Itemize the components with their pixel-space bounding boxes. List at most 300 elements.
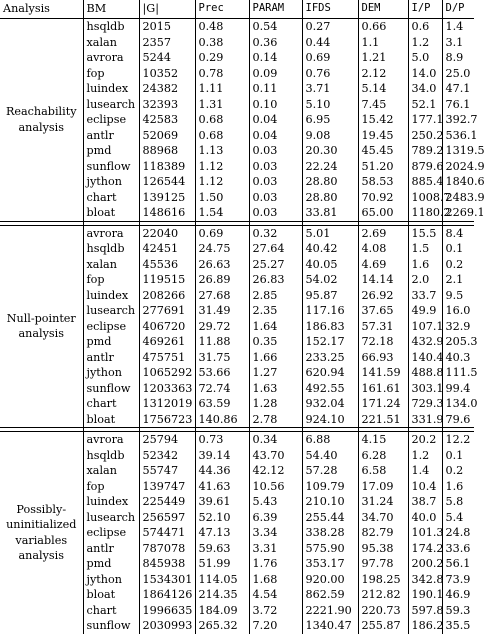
graph-size-cell: 42451 <box>139 241 195 257</box>
param-cell: 1.64 <box>249 319 302 335</box>
dem-cell: 65.00 <box>358 205 408 221</box>
header-ip: I/P <box>408 0 442 19</box>
ip-cell: 432.9 <box>408 334 442 350</box>
bm-cell: luindex <box>83 288 139 304</box>
prec-cell: 0.68 <box>195 112 249 128</box>
dem-cell: 2.69 <box>358 225 408 241</box>
bm-cell: fop <box>83 272 139 288</box>
dem-cell: 6.28 <box>358 448 408 464</box>
bm-cell: hsqldb <box>83 241 139 257</box>
prec-cell: 1.31 <box>195 97 249 113</box>
dem-cell: 0.66 <box>358 19 408 35</box>
param-cell: 0.11 <box>249 81 302 97</box>
graph-size-cell: 787078 <box>139 541 195 557</box>
dem-cell: 34.70 <box>358 510 408 526</box>
prec-cell: 1.11 <box>195 81 249 97</box>
dem-cell: 58.53 <box>358 174 408 190</box>
table-row <box>0 225 474 241</box>
ifds-cell: 28.80 <box>302 190 358 206</box>
header-dem: DEM <box>358 0 408 19</box>
prec-cell: 0.73 <box>195 432 249 448</box>
dp-cell: 5.8 <box>442 494 474 510</box>
prec-cell: 47.13 <box>195 525 249 541</box>
dp-cell: 1.6 <box>442 479 474 495</box>
ifds-cell: 255.44 <box>302 510 358 526</box>
dem-cell: 221.51 <box>358 412 408 428</box>
ip-cell: 250.2 <box>408 128 442 144</box>
bm-cell: eclipse <box>83 525 139 541</box>
dem-cell: 15.42 <box>358 112 408 128</box>
ip-cell: 342.8 <box>408 572 442 588</box>
dp-cell: 0.1 <box>442 448 474 464</box>
graph-size-cell: 1312019 <box>139 396 195 412</box>
graph-size-cell: 2357 <box>139 35 195 51</box>
prec-cell: 31.75 <box>195 350 249 366</box>
graph-size-cell: 22040 <box>139 225 195 241</box>
ip-cell: 789.2 <box>408 143 442 159</box>
ifds-cell: 492.55 <box>302 381 358 397</box>
dem-cell: 72.18 <box>358 334 408 350</box>
bm-cell: xalan <box>83 463 139 479</box>
prec-cell: 1.12 <box>195 174 249 190</box>
param-cell: 0.04 <box>249 128 302 144</box>
bm-cell: luindex <box>83 494 139 510</box>
param-cell: 0.14 <box>249 50 302 66</box>
param-cell: 0.10 <box>249 97 302 113</box>
bm-cell: jython <box>83 365 139 381</box>
ip-cell: 303.1 <box>408 381 442 397</box>
header-graph-size: |G| <box>139 0 195 19</box>
param-cell: 1.63 <box>249 381 302 397</box>
dem-cell: 66.93 <box>358 350 408 366</box>
graph-size-cell: 42583 <box>139 112 195 128</box>
bm-cell: eclipse <box>83 112 139 128</box>
graph-size-cell: 24382 <box>139 81 195 97</box>
param-cell: 1.76 <box>249 556 302 572</box>
dem-cell: 70.92 <box>358 190 408 206</box>
bm-cell: luindex <box>83 81 139 97</box>
header-param: PARAM <box>249 0 302 19</box>
prec-cell: 184.09 <box>195 603 249 619</box>
prec-cell: 63.59 <box>195 396 249 412</box>
bm-cell: avrora <box>83 50 139 66</box>
header-analysis: Analysis <box>0 0 83 19</box>
param-cell: 0.04 <box>249 112 302 128</box>
ifds-cell: 5.01 <box>302 225 358 241</box>
dem-cell: 255.87 <box>358 618 408 634</box>
dem-cell: 1.1 <box>358 35 408 51</box>
dp-cell: 40.3 <box>442 350 474 366</box>
prec-cell: 0.29 <box>195 50 249 66</box>
ip-cell: 20.2 <box>408 432 442 448</box>
prec-cell: 1.13 <box>195 143 249 159</box>
ip-cell: 15.5 <box>408 225 442 241</box>
bm-cell: lusearch <box>83 510 139 526</box>
dem-cell: 2.12 <box>358 66 408 82</box>
ip-cell: 5.0 <box>408 50 442 66</box>
dp-cell: 2024.9 <box>442 159 474 175</box>
ifds-cell: 338.28 <box>302 525 358 541</box>
param-cell: 0.03 <box>249 143 302 159</box>
ifds-cell: 117.16 <box>302 303 358 319</box>
ifds-cell: 109.79 <box>302 479 358 495</box>
ip-cell: 885.4 <box>408 174 442 190</box>
bm-cell: lusearch <box>83 303 139 319</box>
ip-cell: 14.0 <box>408 66 442 82</box>
dp-cell: 111.5 <box>442 365 474 381</box>
prec-cell: 0.38 <box>195 35 249 51</box>
prec-cell: 1.12 <box>195 159 249 175</box>
graph-size-cell: 406720 <box>139 319 195 335</box>
graph-size-cell: 88968 <box>139 143 195 159</box>
dp-cell: 8.9 <box>442 50 474 66</box>
bm-cell: pmd <box>83 143 139 159</box>
dp-cell: 99.4 <box>442 381 474 397</box>
dem-cell: 5.14 <box>358 81 408 97</box>
table-body <box>0 19 485 634</box>
bm-cell: antlr <box>83 128 139 144</box>
param-cell: 3.72 <box>249 603 302 619</box>
graph-size-cell: 1065292 <box>139 365 195 381</box>
bm-cell: sunflow <box>83 618 139 634</box>
param-cell: 0.35 <box>249 334 302 350</box>
dem-cell: 97.78 <box>358 556 408 572</box>
prec-cell: 53.66 <box>195 365 249 381</box>
ip-cell: 34.0 <box>408 81 442 97</box>
prec-cell: 39.61 <box>195 494 249 510</box>
ifds-cell: 152.17 <box>302 334 358 350</box>
dp-cell: 392.7 <box>442 112 474 128</box>
prec-cell: 114.05 <box>195 572 249 588</box>
bm-cell: chart <box>83 396 139 412</box>
ifds-cell: 6.88 <box>302 432 358 448</box>
ip-cell: 331.9 <box>408 412 442 428</box>
param-cell: 5.43 <box>249 494 302 510</box>
ifds-cell: 0.69 <box>302 50 358 66</box>
ip-cell: 101.3 <box>408 525 442 541</box>
param-cell: 0.32 <box>249 225 302 241</box>
dp-cell: 2269.1 <box>442 205 474 221</box>
ifds-cell: 33.81 <box>302 205 358 221</box>
ip-cell: 52.1 <box>408 97 442 113</box>
ifds-cell: 233.25 <box>302 350 358 366</box>
dp-cell: 5.4 <box>442 510 474 526</box>
ip-cell: 107.1 <box>408 319 442 335</box>
graph-size-cell: 5244 <box>139 50 195 66</box>
dem-cell: 45.45 <box>358 143 408 159</box>
prec-cell: 0.69 <box>195 225 249 241</box>
graph-size-cell: 208266 <box>139 288 195 304</box>
param-cell: 27.64 <box>249 241 302 257</box>
graph-size-cell: 1996635 <box>139 603 195 619</box>
ip-cell: 177.1 <box>408 112 442 128</box>
param-cell: 3.34 <box>249 525 302 541</box>
prec-cell: 52.10 <box>195 510 249 526</box>
graph-size-cell: 845938 <box>139 556 195 572</box>
ip-cell: 40.0 <box>408 510 442 526</box>
dp-cell: 0.2 <box>442 257 474 273</box>
graph-size-cell: 139125 <box>139 190 195 206</box>
bm-cell: jython <box>83 174 139 190</box>
ifds-cell: 186.83 <box>302 319 358 335</box>
ip-cell: 190.1 <box>408 587 442 603</box>
dem-cell: 82.79 <box>358 525 408 541</box>
bm-cell: hsqldb <box>83 448 139 464</box>
param-cell: 1.28 <box>249 396 302 412</box>
dem-cell: 31.24 <box>358 494 408 510</box>
ifds-cell: 54.02 <box>302 272 358 288</box>
dem-cell: 19.45 <box>358 128 408 144</box>
ip-cell: 1008.7 <box>408 190 442 206</box>
ifds-cell: 40.42 <box>302 241 358 257</box>
dp-cell: 59.3 <box>442 603 474 619</box>
param-cell: 1.66 <box>249 350 302 366</box>
param-cell: 0.09 <box>249 66 302 82</box>
dp-cell: 205.3 <box>442 334 474 350</box>
param-cell: 0.03 <box>249 159 302 175</box>
dp-cell: 1.4 <box>442 19 474 35</box>
dem-cell: 14.14 <box>358 272 408 288</box>
prec-cell: 27.68 <box>195 288 249 304</box>
param-cell: 4.54 <box>249 587 302 603</box>
dp-cell: 2.1 <box>442 272 474 288</box>
bm-cell: avrora <box>83 432 139 448</box>
ip-cell: 597.8 <box>408 603 442 619</box>
param-cell: 0.03 <box>249 190 302 206</box>
prec-cell: 0.78 <box>195 66 249 82</box>
prec-cell: 59.63 <box>195 541 249 557</box>
dem-cell: 220.73 <box>358 603 408 619</box>
graph-size-cell: 256597 <box>139 510 195 526</box>
header-row <box>0 0 474 19</box>
prec-cell: 1.50 <box>195 190 249 206</box>
bm-cell: xalan <box>83 257 139 273</box>
dem-cell: 212.82 <box>358 587 408 603</box>
graph-size-cell: 277691 <box>139 303 195 319</box>
prec-cell: 39.14 <box>195 448 249 464</box>
dp-cell: 35.5 <box>442 618 474 634</box>
graph-size-cell: 2015 <box>139 19 195 35</box>
graph-size-cell: 475751 <box>139 350 195 366</box>
dp-cell: 8.4 <box>442 225 474 241</box>
ip-cell: 186.2 <box>408 618 442 634</box>
ifds-cell: 920.00 <box>302 572 358 588</box>
ip-cell: 49.9 <box>408 303 442 319</box>
param-cell: 0.03 <box>249 205 302 221</box>
graph-size-cell: 52069 <box>139 128 195 144</box>
dp-cell: 33.6 <box>442 541 474 557</box>
param-cell: 0.34 <box>249 432 302 448</box>
dp-cell: 3.1 <box>442 35 474 51</box>
ip-cell: 1.6 <box>408 257 442 273</box>
ip-cell: 879.6 <box>408 159 442 175</box>
ip-cell: 729.3 <box>408 396 442 412</box>
bm-cell: pmd <box>83 556 139 572</box>
param-cell: 2.78 <box>249 412 302 428</box>
param-cell: 6.39 <box>249 510 302 526</box>
dp-cell: 134.0 <box>442 396 474 412</box>
bm-cell: eclipse <box>83 319 139 335</box>
dem-cell: 4.08 <box>358 241 408 257</box>
table-row <box>0 432 474 448</box>
analysis-group-label: Possibly-uninitialized variables analysis <box>6 502 77 563</box>
bm-cell: avrora <box>83 225 139 241</box>
prec-cell: 214.35 <box>195 587 249 603</box>
ifds-cell: 40.05 <box>302 257 358 273</box>
dem-cell: 37.65 <box>358 303 408 319</box>
dem-cell: 198.25 <box>358 572 408 588</box>
ip-cell: 488.8 <box>408 365 442 381</box>
graph-size-cell: 118389 <box>139 159 195 175</box>
graph-size-cell: 45536 <box>139 257 195 273</box>
param-cell: 2.85 <box>249 288 302 304</box>
prec-cell: 24.75 <box>195 241 249 257</box>
dp-cell: 46.9 <box>442 587 474 603</box>
bm-cell: lusearch <box>83 97 139 113</box>
dem-cell: 57.31 <box>358 319 408 335</box>
ip-cell: 33.7 <box>408 288 442 304</box>
bm-cell: sunflow <box>83 381 139 397</box>
dem-cell: 4.69 <box>358 257 408 273</box>
ifds-cell: 9.08 <box>302 128 358 144</box>
dp-cell: 0.1 <box>442 241 474 257</box>
dp-cell: 24.8 <box>442 525 474 541</box>
ip-cell: 1180.2 <box>408 205 442 221</box>
dp-cell: 12.2 <box>442 432 474 448</box>
ifds-cell: 924.10 <box>302 412 358 428</box>
graph-size-cell: 148616 <box>139 205 195 221</box>
ifds-cell: 353.17 <box>302 556 358 572</box>
graph-size-cell: 469261 <box>139 334 195 350</box>
bm-cell: fop <box>83 479 139 495</box>
prec-cell: 1.54 <box>195 205 249 221</box>
ifds-cell: 862.59 <box>302 587 358 603</box>
dem-cell: 17.09 <box>358 479 408 495</box>
bm-cell: antlr <box>83 350 139 366</box>
dp-cell: 73.9 <box>442 572 474 588</box>
ip-cell: 38.7 <box>408 494 442 510</box>
dem-cell: 1.21 <box>358 50 408 66</box>
header-dp: D/P <box>442 0 474 19</box>
dem-cell: 6.58 <box>358 463 408 479</box>
bm-cell: hsqldb <box>83 19 139 35</box>
dem-cell: 161.61 <box>358 381 408 397</box>
prec-cell: 26.89 <box>195 272 249 288</box>
prec-cell: 29.72 <box>195 319 249 335</box>
graph-size-cell: 52342 <box>139 448 195 464</box>
prec-cell: 44.36 <box>195 463 249 479</box>
bm-cell: bloat <box>83 587 139 603</box>
param-cell: 0.54 <box>249 19 302 35</box>
analysis-group-label: Null-pointer analysis <box>6 311 76 341</box>
bm-cell: bloat <box>83 205 139 221</box>
param-cell: 43.70 <box>249 448 302 464</box>
graph-size-cell: 1534301 <box>139 572 195 588</box>
param-cell: 0.03 <box>249 174 302 190</box>
ip-cell: 1.2 <box>408 448 442 464</box>
ifds-cell: 0.27 <box>302 19 358 35</box>
ifds-cell: 0.44 <box>302 35 358 51</box>
dp-cell: 56.1 <box>442 556 474 572</box>
dp-cell: 76.1 <box>442 97 474 113</box>
ifds-cell: 54.40 <box>302 448 358 464</box>
prec-cell: 265.32 <box>195 618 249 634</box>
dp-cell: 536.1 <box>442 128 474 144</box>
dp-cell: 47.1 <box>442 81 474 97</box>
ifds-cell: 1340.47 <box>302 618 358 634</box>
bm-cell: fop <box>83 66 139 82</box>
dp-cell: 16.0 <box>442 303 474 319</box>
ifds-cell: 575.90 <box>302 541 358 557</box>
header-bm: BM <box>83 0 139 19</box>
bm-cell: sunflow <box>83 159 139 175</box>
ip-cell: 174.2 <box>408 541 442 557</box>
prec-cell: 31.49 <box>195 303 249 319</box>
analysis-group-label: Reachability analysis <box>5 105 77 134</box>
bm-cell: bloat <box>83 412 139 428</box>
param-cell: 26.83 <box>249 272 302 288</box>
param-cell: 7.20 <box>249 618 302 634</box>
ifds-cell: 5.10 <box>302 97 358 113</box>
dem-cell: 4.15 <box>358 432 408 448</box>
graph-size-cell: 574471 <box>139 525 195 541</box>
graph-size-cell: 1864126 <box>139 587 195 603</box>
bm-cell: pmd <box>83 334 139 350</box>
ip-cell: 2.0 <box>408 272 442 288</box>
prec-cell: 0.48 <box>195 19 249 35</box>
ifds-cell: 95.87 <box>302 288 358 304</box>
prec-cell: 26.63 <box>195 257 249 273</box>
param-cell: 42.12 <box>249 463 302 479</box>
ifds-cell: 57.28 <box>302 463 358 479</box>
bm-cell: chart <box>83 603 139 619</box>
ifds-cell: 6.95 <box>302 112 358 128</box>
param-cell: 10.56 <box>249 479 302 495</box>
ip-cell: 1.4 <box>408 463 442 479</box>
ip-cell: 200.2 <box>408 556 442 572</box>
dem-cell: 7.45 <box>358 97 408 113</box>
graph-size-cell: 119515 <box>139 272 195 288</box>
dp-cell: 79.6 <box>442 412 474 428</box>
dem-cell: 95.38 <box>358 541 408 557</box>
param-cell: 25.27 <box>249 257 302 273</box>
graph-size-cell: 225449 <box>139 494 195 510</box>
param-cell: 3.31 <box>249 541 302 557</box>
prec-cell: 41.63 <box>195 479 249 495</box>
param-cell: 0.36 <box>249 35 302 51</box>
ip-cell: 140.4 <box>408 350 442 366</box>
ip-cell: 1.5 <box>408 241 442 257</box>
ifds-cell: 932.04 <box>302 396 358 412</box>
ifds-cell: 620.94 <box>302 365 358 381</box>
ifds-cell: 0.76 <box>302 66 358 82</box>
ip-cell: 0.6 <box>408 19 442 35</box>
dp-cell: 9.5 <box>442 288 474 304</box>
dp-cell: 2483.9 <box>442 190 474 206</box>
dp-cell: 25.0 <box>442 66 474 82</box>
ifds-cell: 28.80 <box>302 174 358 190</box>
dp-cell: 32.9 <box>442 319 474 335</box>
dp-cell: 1319.5 <box>442 143 474 159</box>
ifds-cell: 20.30 <box>302 143 358 159</box>
bm-cell: jython <box>83 572 139 588</box>
table-row <box>0 19 474 35</box>
prec-cell: 72.74 <box>195 381 249 397</box>
ifds-cell: 210.10 <box>302 494 358 510</box>
ip-cell: 10.4 <box>408 479 442 495</box>
param-cell: 1.68 <box>249 572 302 588</box>
ifds-cell: 22.24 <box>302 159 358 175</box>
